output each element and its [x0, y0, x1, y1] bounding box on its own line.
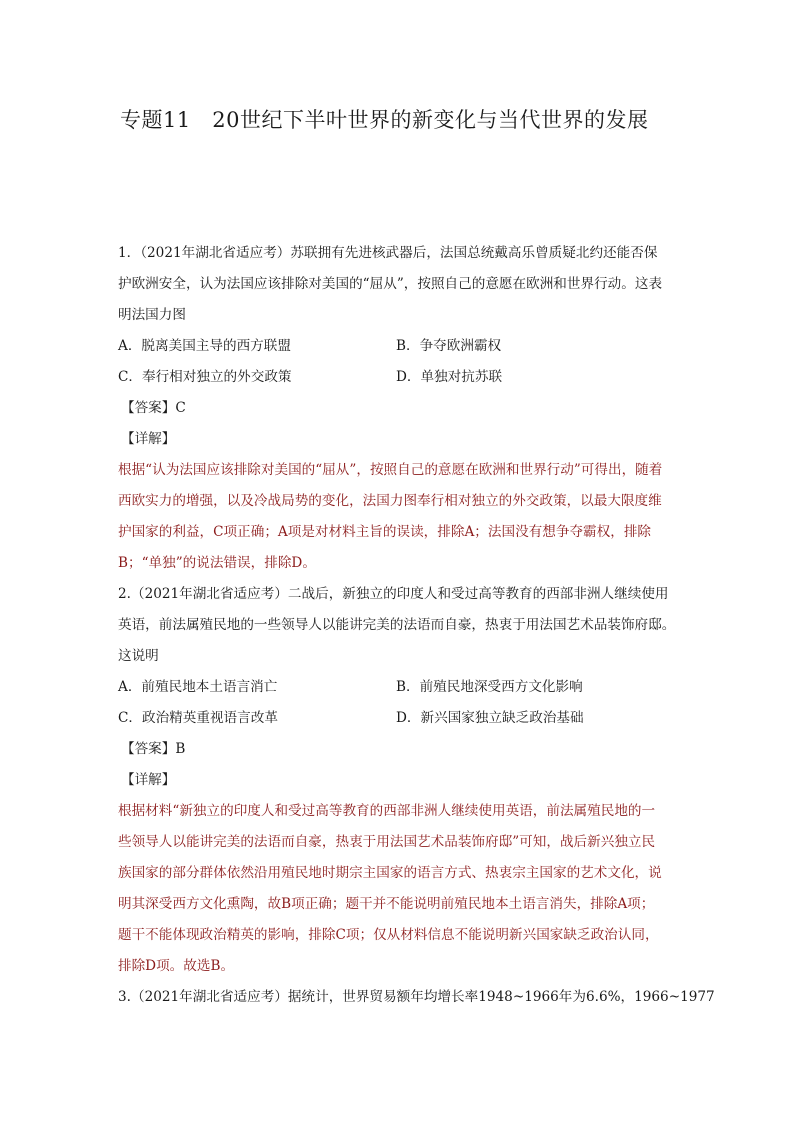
q1-stem-line: 明法国力图: [118, 307, 186, 323]
q2-detail-line: 排除D项。故选B。: [118, 958, 235, 974]
q1-stem-line: 1．（2021年湖北省适应考）苏联拥有先进核武器后，法国总统戴高乐曾质疑北约还能否保: [118, 245, 658, 261]
q1-options-row: [118, 362, 678, 393]
q1-detail-line: B；“单独”的说法错误，排除D。: [118, 555, 316, 571]
page-title: 专题11 20世纪下半叶世界的新变化与当代世界的发展: [120, 108, 649, 132]
q2-detail-line: 明其深受西方文化熏陶，故B项正确；题干并不能说明前殖民地本土语言消失，排除A项；: [118, 896, 655, 912]
q2-option-d: D．新兴国家独立缺乏政治基础: [396, 710, 584, 726]
q1-answer: 【答案】C: [121, 400, 186, 416]
q2-stem-line: 这说明: [118, 648, 159, 664]
q3-stem-line: 3.（2021年湖北省适应考）据统计，世界贸易额年均增长率1948~1966年为6.6%，1966~1977: [118, 989, 715, 1005]
q1-option-c: C．奉行相对独立的外交政策: [118, 369, 292, 385]
q1-option-d: D．单独对抗苏联: [396, 369, 503, 385]
q1-detail-label: 【详解】: [121, 431, 176, 447]
question-content: [118, 238, 715, 1013]
q1-option-b: B．争夺欧洲霸权: [396, 338, 502, 354]
q2-detail-line: 族国家的部分群体依然沿用殖民地时期宗主国家的语言方式、热衷宗主国家的艺术文化，说: [118, 865, 662, 881]
q1-detail-line: 根据“认为法国应该排除对美国的“屈从”，按照自己的意愿在欧洲和世界行动”可得出，随着: [118, 462, 663, 478]
q2-option-b: B．前殖民地深受西方文化影响: [396, 679, 583, 695]
q2-stem-line: 英语，前法属殖民地的一些领导人以能讲完美的法语而自豪，热衷于用法国艺术品装饰府邸。: [118, 617, 676, 633]
q2-option-c: C．政治精英重视语言改革: [118, 710, 278, 726]
q2-option-a: A．前殖民地本土语言消亡: [118, 679, 278, 695]
q2-answer: 【答案】B: [121, 741, 186, 757]
q2-detail-line: 根据材料“新独立的印度人和受过高等教育的西部非洲人继续使用英语，前法属殖民地的一: [118, 803, 656, 819]
q2-options-row: [118, 672, 678, 703]
q2-stem-line: 2.（2021年湖北省适应考）二战后，新独立的印度人和受过高等教育的西部非洲人继续使用: [118, 586, 669, 602]
q1-stem-line: 护欧洲安全，认为法国应该排除对美国的“屈从”，按照自己的意愿在欧洲和世界行动。这表: [118, 276, 663, 292]
q1-detail-line: 护国家的利益，C项正确；A项是对材料主旨的误读，排除A；法国没有想争夺霸权，排除: [118, 524, 652, 540]
q1-option-a: A．脱离美国主导的西方联盟: [118, 338, 291, 354]
q2-options-row: [118, 703, 678, 734]
q2-detail-line: 题干不能体现政治精英的影响，排除C项；仅从材料信息不能说明新兴国家缺乏政治认同，: [118, 927, 659, 943]
q2-detail-line: 些领导人以能讲完美的法语而自豪，热衷于用法国艺术品装饰府邸”可知，战后新兴独立民: [118, 834, 656, 850]
q1-detail-line: 西欧实力的增强，以及冷战局势的变化，法国力图奉行相对独立的外交政策，以最大限度维: [118, 493, 662, 509]
q2-detail-label: 【详解】: [121, 772, 176, 788]
q1-options-row: [118, 331, 678, 362]
